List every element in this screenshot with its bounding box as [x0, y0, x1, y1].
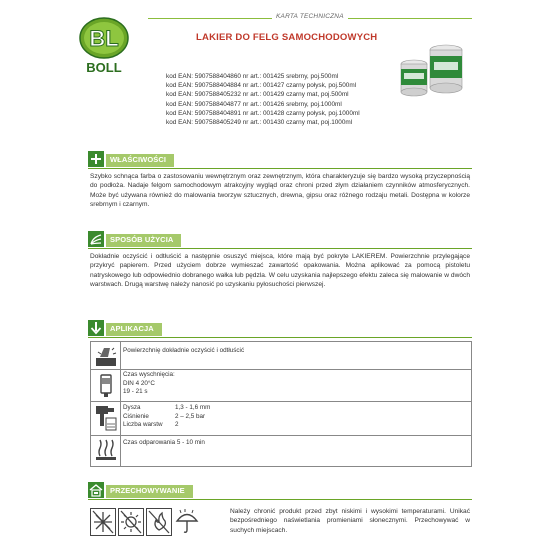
flash-off-time: Czas odparowania 5 - 10 min [123, 439, 205, 446]
cleaning-instruction: Powierzchnię dokładnie oczyścić i odtłuścić [123, 347, 245, 354]
section-aplikacja-header [88, 320, 472, 338]
sun-warning-icon [118, 508, 144, 536]
drying-time: 19 - 21 s [123, 388, 148, 396]
code-line: kod EAN: 5907588404877 nr art.: 001426 srebrny, poj.1000ml [166, 100, 342, 108]
section-sposob-text: Dokładnie oczyścić i odtłuścić a następnie osuszyć miejsca, które mają być pokryte LAKIEREM. Powierzchnie przylegające przykryć papierem. Przed użyciem dobrze wymieszać zawartość opakowania. Można aplikować za pomocą pistoletu natryskowego lub odpowiednio dobranego wałka lub pędzla. W celu uzyskania najlepszego efektu zaleca się malowanie w dwóch warstwach. Drugą warstwę należy nanosić po uzyskaniu pyłosuchości pierwszej. [90, 253, 470, 289]
header-rule-left [148, 18, 384, 19]
code-line: kod EAN: 5907588404860 nr art.: 001425 srebrny, poj.500ml [166, 73, 339, 80]
code-line: kod EAN: 5907588405232 nr art.: 001429 czarny mat, poj.500ml [166, 91, 349, 99]
param-value: 2 – 2,5 bar [175, 412, 206, 420]
section-sposob-header [88, 231, 472, 249]
param-name: Liczba warstw [123, 421, 163, 429]
keep-dry-umbrella-icon [174, 508, 200, 536]
application-table [90, 341, 472, 467]
plus-icon [88, 151, 104, 167]
storage-house-icon [88, 482, 104, 498]
section-wlasciwosci-header [88, 151, 472, 169]
flow-cup-icon [94, 372, 118, 398]
application-row-params [91, 402, 471, 436]
spray-lines-icon [88, 231, 104, 247]
section-wlasciwosci-title: WŁAŚCIWOŚCI [106, 154, 174, 167]
product-codes [166, 72, 360, 127]
code-line: kod EAN: 5907588404891 nr art.: 001428 czarny połysk, poj.1000ml [166, 109, 360, 117]
param-value: 1,3 - 1,6 mm [175, 404, 211, 411]
wipe-surface-icon [94, 344, 118, 368]
param-row [123, 413, 210, 422]
boll-logo [72, 14, 136, 78]
evaporation-icon [94, 438, 118, 462]
application-row-flash-off [91, 436, 471, 466]
storage-pictograms [90, 508, 202, 538]
section-przechowywanie-text: Należy chronić produkt przed zbyt niskimi i wysokimi temperaturami. Unikać bezpośredniego naświetlania promieniami słonecznymi. Przechowywać w suchych miejscach. [230, 508, 470, 534]
code-line: kod EAN: 5907588404884 nr art.: 001427 czarny połysk, poj.500ml [166, 82, 357, 90]
param-name: Dysza [123, 404, 141, 411]
frost-warning-icon [90, 508, 116, 536]
section-przechowywanie-title: PRZECHOWYWANIE [106, 485, 193, 498]
section-aplikacja-title: APLIKACJA [106, 323, 162, 336]
product-cans-image [388, 38, 468, 98]
param-name: Ciśnienie [123, 412, 149, 420]
heat-warning-icon [146, 508, 172, 536]
param-row [123, 421, 210, 430]
section-przechowywanie-header [88, 482, 472, 500]
page-title: LAKIER DO FELG SAMOCHODOWYCH [196, 32, 378, 43]
param-row [123, 404, 210, 413]
param-value: 2 [175, 421, 179, 429]
application-row-drying [91, 370, 471, 402]
section-wlasciwosci-text: Szybko schnąca farba o zastosowaniu wewnętrznym oraz zewnętrznym, która charakteryzuje się bardzo wysoką przyczepnością do podłoża. Nadaje felgom samochodowym atrakcyjny wygląd oraz chroni przed złym działaniem czynników atmosferycznych. Może być używana również do malowania tworzyw sztucznych, drewna, gipsu oraz różnego rodzaju metali. Dostępna w kolorze srebrnym i czarnym. [90, 173, 470, 209]
spray-gun-icon [94, 404, 118, 432]
logo-letters: BL [89, 26, 119, 51]
drying-label: Czas wyschnięcia: [123, 371, 175, 378]
karta-label: KARTA TECHNICZNA [272, 13, 348, 20]
header-rule-right [352, 18, 472, 19]
drying-din: DIN 4 20°C [123, 379, 155, 387]
section-sposob-title: SPOSÓB UŻYCIA [106, 234, 181, 247]
application-row-cleaning [91, 342, 471, 370]
logo-brand: BOLL [86, 60, 122, 75]
arrow-down-icon [88, 320, 104, 336]
code-line: kod EAN: 5907588405249 nr art.: 001430 czarny mat, poj.1000ml [166, 119, 353, 127]
